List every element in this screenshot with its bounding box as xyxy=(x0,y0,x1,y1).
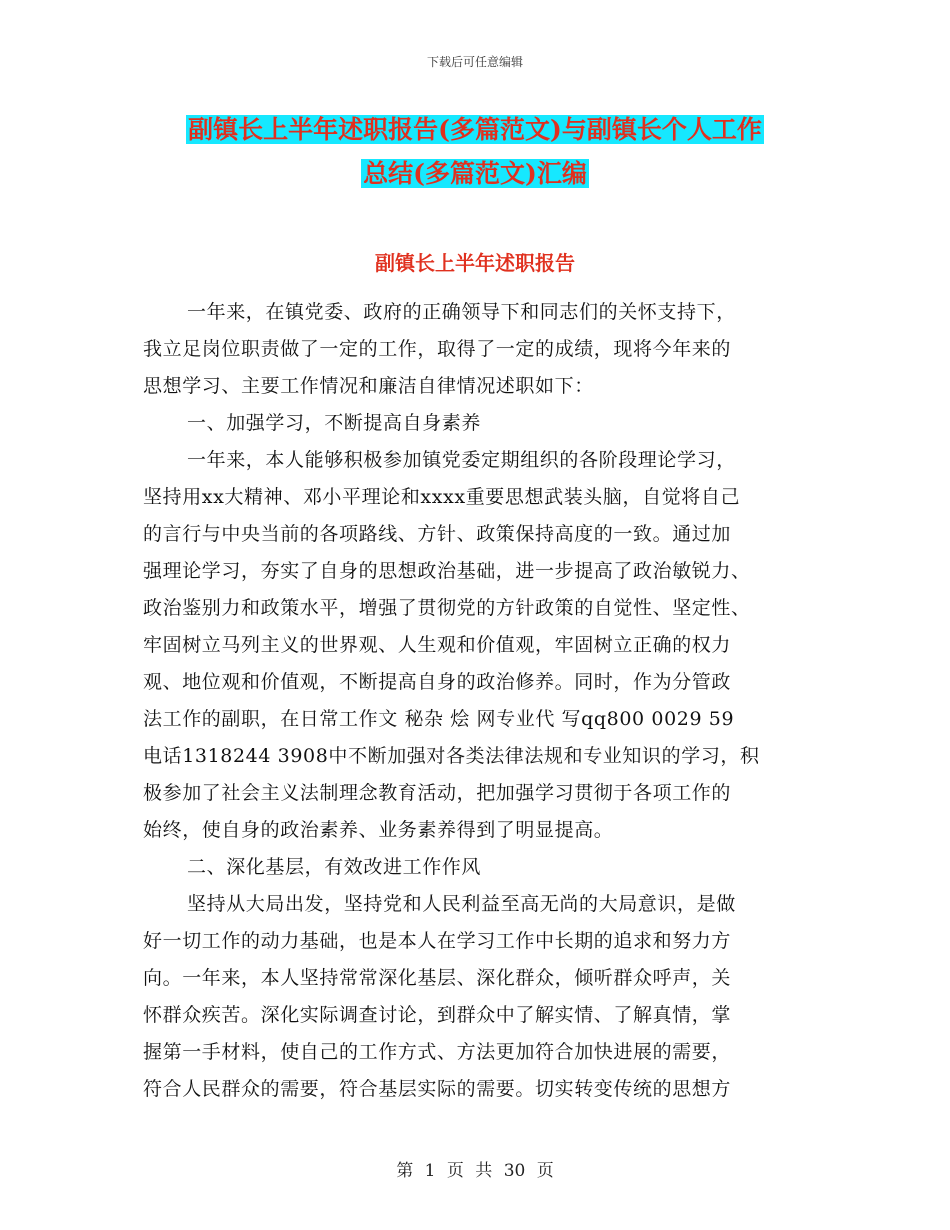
body-line: 坚持从大局出发，坚持党和人民利益至高无尚的大局意识，是做 xyxy=(187,893,736,915)
body-line: 一年来，在镇党委、政府的正确领导下和同志们的关怀支持下， xyxy=(187,301,736,323)
page-footer: 第 1 页 共 30 页 xyxy=(396,1161,554,1181)
body-line: 好一切工作的动力基础，也是本人在学习工作中长期的追求和努力方 xyxy=(143,930,732,952)
body-line: 政治鉴别力和政策水平，增强了贯彻党的方针政策的自觉性、坚定性、 xyxy=(143,597,751,619)
body-line: 始终，使自身的政治素养、业务素养得到了明显提高。 xyxy=(143,819,614,841)
section-heading: 副镇长上半年述职报告 xyxy=(375,251,575,275)
document-title-line-2-text: 总结(多篇范文)汇编 xyxy=(363,159,587,188)
body-line: 坚持用xx大精神、邓小平理论和xxxx重要思想武装头脑，自觉将自己 xyxy=(143,486,741,508)
document-title-line-1 xyxy=(0,112,950,148)
document-title-line-2 xyxy=(0,156,950,192)
body-line: 观、地位观和价值观，不断提高自身的政治修养。同时，作为分管政 xyxy=(143,671,732,693)
body-text xyxy=(143,294,811,1108)
document-title-line-1-text: 副镇长上半年述职报告(多篇范文)与副镇长个人工作 xyxy=(188,115,762,144)
body-line: 电话1318244 3908中不断加强对各类法律法规和专业知识的学习，积 xyxy=(143,745,760,767)
body-line: 一年来，本人能够积极参加镇党委定期组织的各阶段理论学习， xyxy=(187,449,736,471)
body-line: 牢固树立马列主义的世界观、人生观和价值观，牢固树立正确的权力 xyxy=(143,634,732,656)
body-line: 怀群众疾苦。深化实际调查讨论，到群众中了解实情、了解真情，掌 xyxy=(143,1004,732,1026)
body-line: 一、加强学习，不断提高自身素养 xyxy=(187,412,482,434)
body-line: 二、深化基层，有效改进工作作风 xyxy=(187,856,482,878)
body-line: 法工作的副职，在日常工作文 秘杂 烩 网专业代 写qq800 0029 59 xyxy=(143,708,735,730)
body-line: 我立足岗位职责做了一定的工作，取得了一定的成绩，现将今年来的 xyxy=(143,338,732,360)
body-line: 向。一年来，本人坚持常常深化基层、深化群众，倾听群众呼声，关 xyxy=(143,967,732,989)
page-header: 下载后可任意编辑 xyxy=(426,55,523,69)
body-line: 思想学习、主要工作情况和廉洁自律情况述职如下： xyxy=(143,375,594,397)
body-line: 的言行与中央当前的各项路线、方针、政策保持高度的一致。通过加 xyxy=(143,523,732,545)
body-line: 极参加了社会主义法制理念教育活动，把加强学习贯彻于各项工作的 xyxy=(143,782,732,804)
body-line: 握第一手材料，使自己的工作方式、方法更加符合加快进展的需要， xyxy=(143,1041,732,1063)
body-line: 符合人民群众的需要，符合基层实际的需要。切实转变传统的思想方 xyxy=(143,1078,732,1100)
body-line: 强理论学习，夯实了自身的思想政治基础，进一步提高了政治敏锐力、 xyxy=(143,560,751,582)
